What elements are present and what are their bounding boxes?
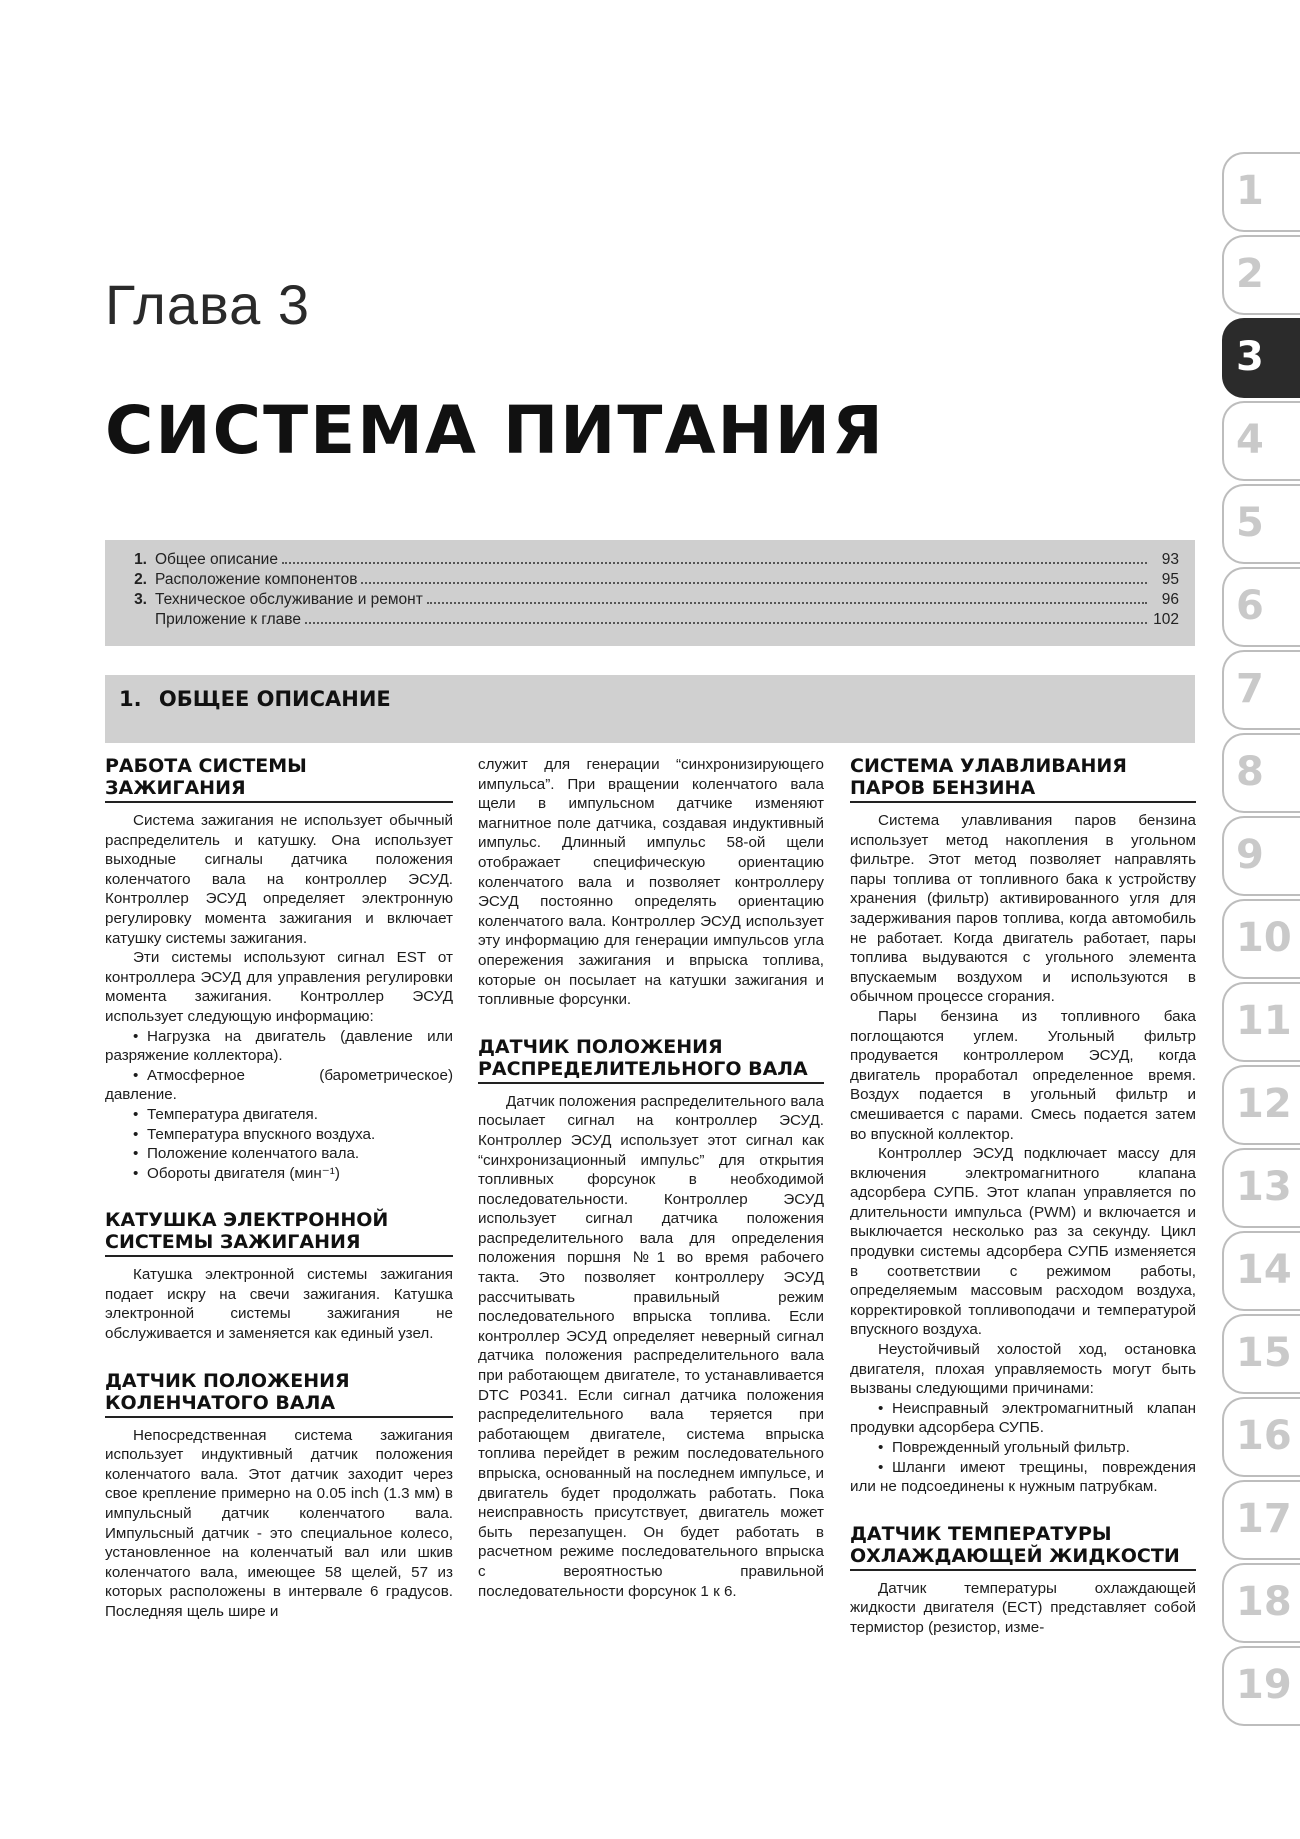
- toc-leader: [427, 602, 1147, 604]
- section-number: 1.: [119, 687, 142, 711]
- bullet-icon: •: [878, 1399, 884, 1417]
- paragraph: служит для генерации “синхронизирующего импульса”. При вращении коленчатого вала щели в импульсном датчике изменяют магнитное поле датчика, создавая индуктивный импульс. Длинный импульс 58-ой щели отображает специфическую ориентацию коленчатого вала и позволяет контроллеру ЭСУД постоянно определять ориентацию коленчатого вала. Контроллер ЭСУД использует эту информацию для генерации импульсов угла опережения зажигания и впрыска топлива, которые он посылает на катушки зажигания и топливные форсунки.: [478, 756, 824, 1009]
- paragraph: Непосредственная система зажигания использует индуктивный датчик положения коленчатого вала. Этот датчик заходит через свое крепление примерно на 0.05 inch (1.3 мм) в импульсный датчик коленчатого вала. Импульсный датчик - это специальное колесо, установленное на коленчатый вал или шкив коленчатого вала, имеющее 58 щелей, 57 из которых расположены в интервале 6 градусов. Последняя щель шире и: [105, 1426, 453, 1620]
- text-column-3: [850, 755, 1196, 1638]
- list-item: [105, 1105, 453, 1125]
- list-item-text: Шланги имеют трещины, повреждения или не подсоединены к нужным патрубкам.: [850, 1458, 1196, 1496]
- section-title: ОБЩЕЕ ОПИСАНИЕ: [158, 687, 391, 711]
- chapter-tab-number: 4: [1236, 417, 1264, 463]
- bullet-list: [850, 1399, 1196, 1497]
- list-item: [105, 1125, 453, 1145]
- chapter-tab-11[interactable]: [1222, 982, 1300, 1062]
- chapter-tab-number: 10: [1236, 915, 1292, 961]
- list-item: [850, 1438, 1196, 1458]
- list-item: [105, 1164, 453, 1184]
- list-item: [105, 1066, 453, 1105]
- subsection-heading: ДАТЧИК ПОЛОЖЕНИЯ РАСПРЕДЕЛИТЕЛЬНОГО ВАЛА: [478, 1036, 824, 1084]
- toc-row[interactable]: [117, 570, 1179, 590]
- toc-leader: [361, 582, 1147, 584]
- toc-leader: [305, 622, 1147, 624]
- bullet-list: [105, 1027, 453, 1184]
- toc-row[interactable]: [117, 550, 1179, 570]
- toc-title: Расположение компонентов: [155, 571, 358, 588]
- chapter-tab-19[interactable]: [1222, 1646, 1300, 1726]
- list-item-text: Обороты двигателя (мин⁻¹): [147, 1164, 340, 1182]
- subsection-heading: КАТУШКА ЭЛЕКТРОННОЙ СИСТЕМЫ ЗАЖИГАНИЯ: [105, 1209, 453, 1257]
- chapter-label: Глава 3: [105, 273, 310, 336]
- toc-title: Приложение к главе: [155, 611, 301, 628]
- bullet-icon: •: [878, 1439, 884, 1456]
- paragraph: Катушка электронной системы зажигания подает искру на свечи зажигания. Катушка электронной системы зажигания не обслуживается и заменяется как единый узел.: [105, 1266, 453, 1343]
- chapter-tab-number: 16: [1236, 1413, 1292, 1459]
- bullet-icon: •: [133, 1125, 139, 1143]
- list-item-text: Положение коленчатого вала.: [147, 1145, 360, 1163]
- paragraph: Система улавливания паров бензина использует метод накопления в угольном фильтре. Этот метод позволяет направлять пары топлива от топливного бака к устройству хранения (фильтр) активированного угля для задерживания паров топлива, когда автомобиль не работает. Когда двигатель работает, пары топлива выдуваются с угольного элемента впускаемым воздухом и используются в обычном процессе сгорания.: [850, 812, 1196, 1006]
- toc-number: 2.: [134, 571, 147, 588]
- chapter-tab-number: 1: [1236, 168, 1264, 214]
- paragraph: Эти системы используют сигнал EST от контроллера ЭСУД для управления регулировки момента зажигания. Контроллер ЭСУД использует следующую информацию:: [105, 949, 453, 1025]
- chapter-tab-3[interactable]: [1222, 318, 1300, 398]
- toc-title: Техническое обслуживание и ремонт: [155, 591, 423, 608]
- table-of-contents: [105, 540, 1195, 646]
- toc-page: 96: [1161, 591, 1179, 608]
- toc-page: 102: [1153, 611, 1179, 628]
- list-item-text: Атмосферное (барометрическое) давление.: [105, 1066, 453, 1104]
- chapter-tab-number: 11: [1236, 998, 1292, 1044]
- chapter-tab-14[interactable]: [1222, 1231, 1300, 1311]
- paragraph: Датчик температуры охлаждающей жидкости двигателя (ECT) представляет собой термистор (резистор, изме-: [850, 1579, 1196, 1636]
- list-item-text: Температура двигателя.: [147, 1105, 318, 1123]
- list-item: [105, 1144, 453, 1164]
- bullet-icon: •: [133, 1105, 139, 1123]
- toc-page: 93: [1161, 551, 1179, 568]
- chapter-tab-number: 12: [1236, 1081, 1292, 1127]
- chapter-tab-6[interactable]: [1222, 567, 1300, 647]
- bullet-icon: •: [133, 1027, 139, 1045]
- subsection-heading: ДАТЧИК ПОЛОЖЕНИЯ КОЛЕНЧАТОГО ВАЛА: [105, 1370, 453, 1418]
- chapter-title: СИСТЕМА ПИТАНИЯ: [105, 392, 885, 469]
- subsection-heading: СИСТЕМА УЛАВЛИВАНИЯ ПАРОВ БЕНЗИНА: [850, 755, 1196, 803]
- list-item-text: Неисправный электромагнитный клапан продувки адсорбера СУПБ.: [850, 1399, 1196, 1437]
- chapter-tab-number: 9: [1236, 832, 1264, 878]
- toc-number: 1.: [134, 551, 147, 568]
- chapter-tab-12[interactable]: [1222, 1065, 1300, 1145]
- toc-leader: [282, 562, 1147, 564]
- chapter-tab-5[interactable]: [1222, 484, 1300, 564]
- chapter-tab-number: 5: [1236, 500, 1264, 546]
- chapter-tab-18[interactable]: [1222, 1563, 1300, 1643]
- chapter-tab-number: 15: [1236, 1330, 1292, 1376]
- toc-page: 95: [1161, 571, 1179, 588]
- chapter-tab-number: 18: [1236, 1579, 1292, 1625]
- toc-title: Общее описание: [155, 551, 278, 568]
- bullet-icon: •: [878, 1458, 884, 1476]
- chapter-tab-number: 13: [1236, 1164, 1292, 1210]
- paragraph: Датчик положения распределительного вала посылает сигнал на контроллер ЭСУД. Контроллер ЭСУД использует этот сигнал как “синхронизационный импульс” для открытия топливных форсунок в необходимой последовательности. Контроллер ЭСУД использует сигнал датчика положения распределительного вала для определения положения поршня №1 во время рабочего такта. Это позволяет контроллеру ЭСУД рассчитывать правильный режим последовательного впрыска топлива. Если контроллер ЭСУД определяет неверный сигнал датчика положения распределительного вала при работающем двигателе, то устанавливается DTC P0341. Если сигнал датчика положения распределительного вала теряется при работающем двигателе, система впрыска топлива перейдет в режим последовательного впрыска, основанный на последнем импульсе, и двигатель будет продолжать работать. Пока неисправность присутствует, двигатель может быть перезапущен. Он будет работать в расчетном режиме последовательного впрыска с вероятностью правильной последовательности форсунок 1 к 6.: [478, 1092, 824, 1600]
- bullet-icon: •: [133, 1145, 139, 1163]
- text-column-1: [105, 755, 453, 1622]
- chapter-tab-1[interactable]: [1222, 152, 1300, 232]
- list-item: [105, 1027, 453, 1066]
- chapter-tab-number: 14: [1236, 1247, 1292, 1293]
- chapter-tab-2[interactable]: [1222, 235, 1300, 315]
- list-item: [850, 1399, 1196, 1438]
- chapter-tab-7[interactable]: [1222, 650, 1300, 730]
- chapter-tab-8[interactable]: [1222, 733, 1300, 813]
- chapter-tab-4[interactable]: [1222, 401, 1300, 481]
- subsection-heading: РАБОТА СИСТЕМЫ ЗАЖИГАНИЯ: [105, 755, 453, 803]
- chapter-tab-17[interactable]: [1222, 1480, 1300, 1560]
- bullet-icon: •: [133, 1066, 139, 1084]
- paragraph: Неустойчивый холостой ход, остановка двигателя, плохая управляемость могут быть вызваны следующими причинами:: [850, 1341, 1196, 1398]
- chapter-tab-number: 19: [1236, 1662, 1292, 1708]
- section-heading-bar: [105, 675, 1195, 743]
- paragraph: Контроллер ЭСУД подключает массу для включения электромагнитного клапана адсорбера СУПБ. Этот клапан управляется по длительности импульса (PWM) и включается и выключается несколько раз за секунду. Цикл продувки системы адсорбера СУПБ изменяется в соответствии с режимом работы, определяемым массовым расходом воздуха, корректировкой топливоподачи и температурой впускного воздуха.: [850, 1145, 1196, 1339]
- chapter-tab-9[interactable]: [1222, 816, 1300, 896]
- toc-row[interactable]: [117, 610, 1179, 630]
- chapter-tab-16[interactable]: [1222, 1397, 1300, 1477]
- chapter-tab-10[interactable]: [1222, 899, 1300, 979]
- list-item-text: Нагрузка на двигатель (давление или разряжение коллектора).: [105, 1027, 453, 1065]
- chapter-tabs: [1222, 152, 1300, 1729]
- list-item-text: Температура впускного воздуха.: [147, 1125, 376, 1143]
- chapter-tab-number: 2: [1236, 251, 1264, 297]
- paragraph: Система зажигания не использует обычный распределитель и катушку. Она использует выходные сигналы датчика положения коленчатого вала на контроллер ЭСУД. Контроллер ЭСУД определяет электронную регулировку момента зажигания и включает катушку системы зажигания.: [105, 812, 453, 947]
- paragraph: Пары бензина из топливного бака поглощаются углем. Угольный фильтр продувается контроллером ЭСУД, когда двигатель проработал определенное время. Воздух подается в угольный фильтр и смешивается с парами. Смесь подается затем во впускной коллектор.: [850, 1007, 1196, 1143]
- list-item: [850, 1458, 1196, 1497]
- chapter-tab-15[interactable]: [1222, 1314, 1300, 1394]
- chapter-tab-number: 17: [1236, 1496, 1292, 1542]
- chapter-tab-number: 3: [1236, 334, 1264, 380]
- chapter-tab-number: 7: [1236, 666, 1264, 712]
- text-column-2: [478, 755, 824, 1601]
- bullet-icon: •: [133, 1164, 139, 1182]
- list-item-text: Поврежденный угольный фильтр.: [892, 1439, 1130, 1456]
- toc-number: 3.: [134, 591, 147, 608]
- toc-row[interactable]: [117, 590, 1179, 610]
- subsection-heading: ДАТЧИК ТЕМПЕРАТУРЫ ОХЛАЖДАЮЩЕЙ ЖИДКОСТИ: [850, 1523, 1196, 1571]
- chapter-tab-13[interactable]: [1222, 1148, 1300, 1228]
- chapter-tab-number: 8: [1236, 749, 1264, 795]
- chapter-tab-number: 6: [1236, 583, 1264, 629]
